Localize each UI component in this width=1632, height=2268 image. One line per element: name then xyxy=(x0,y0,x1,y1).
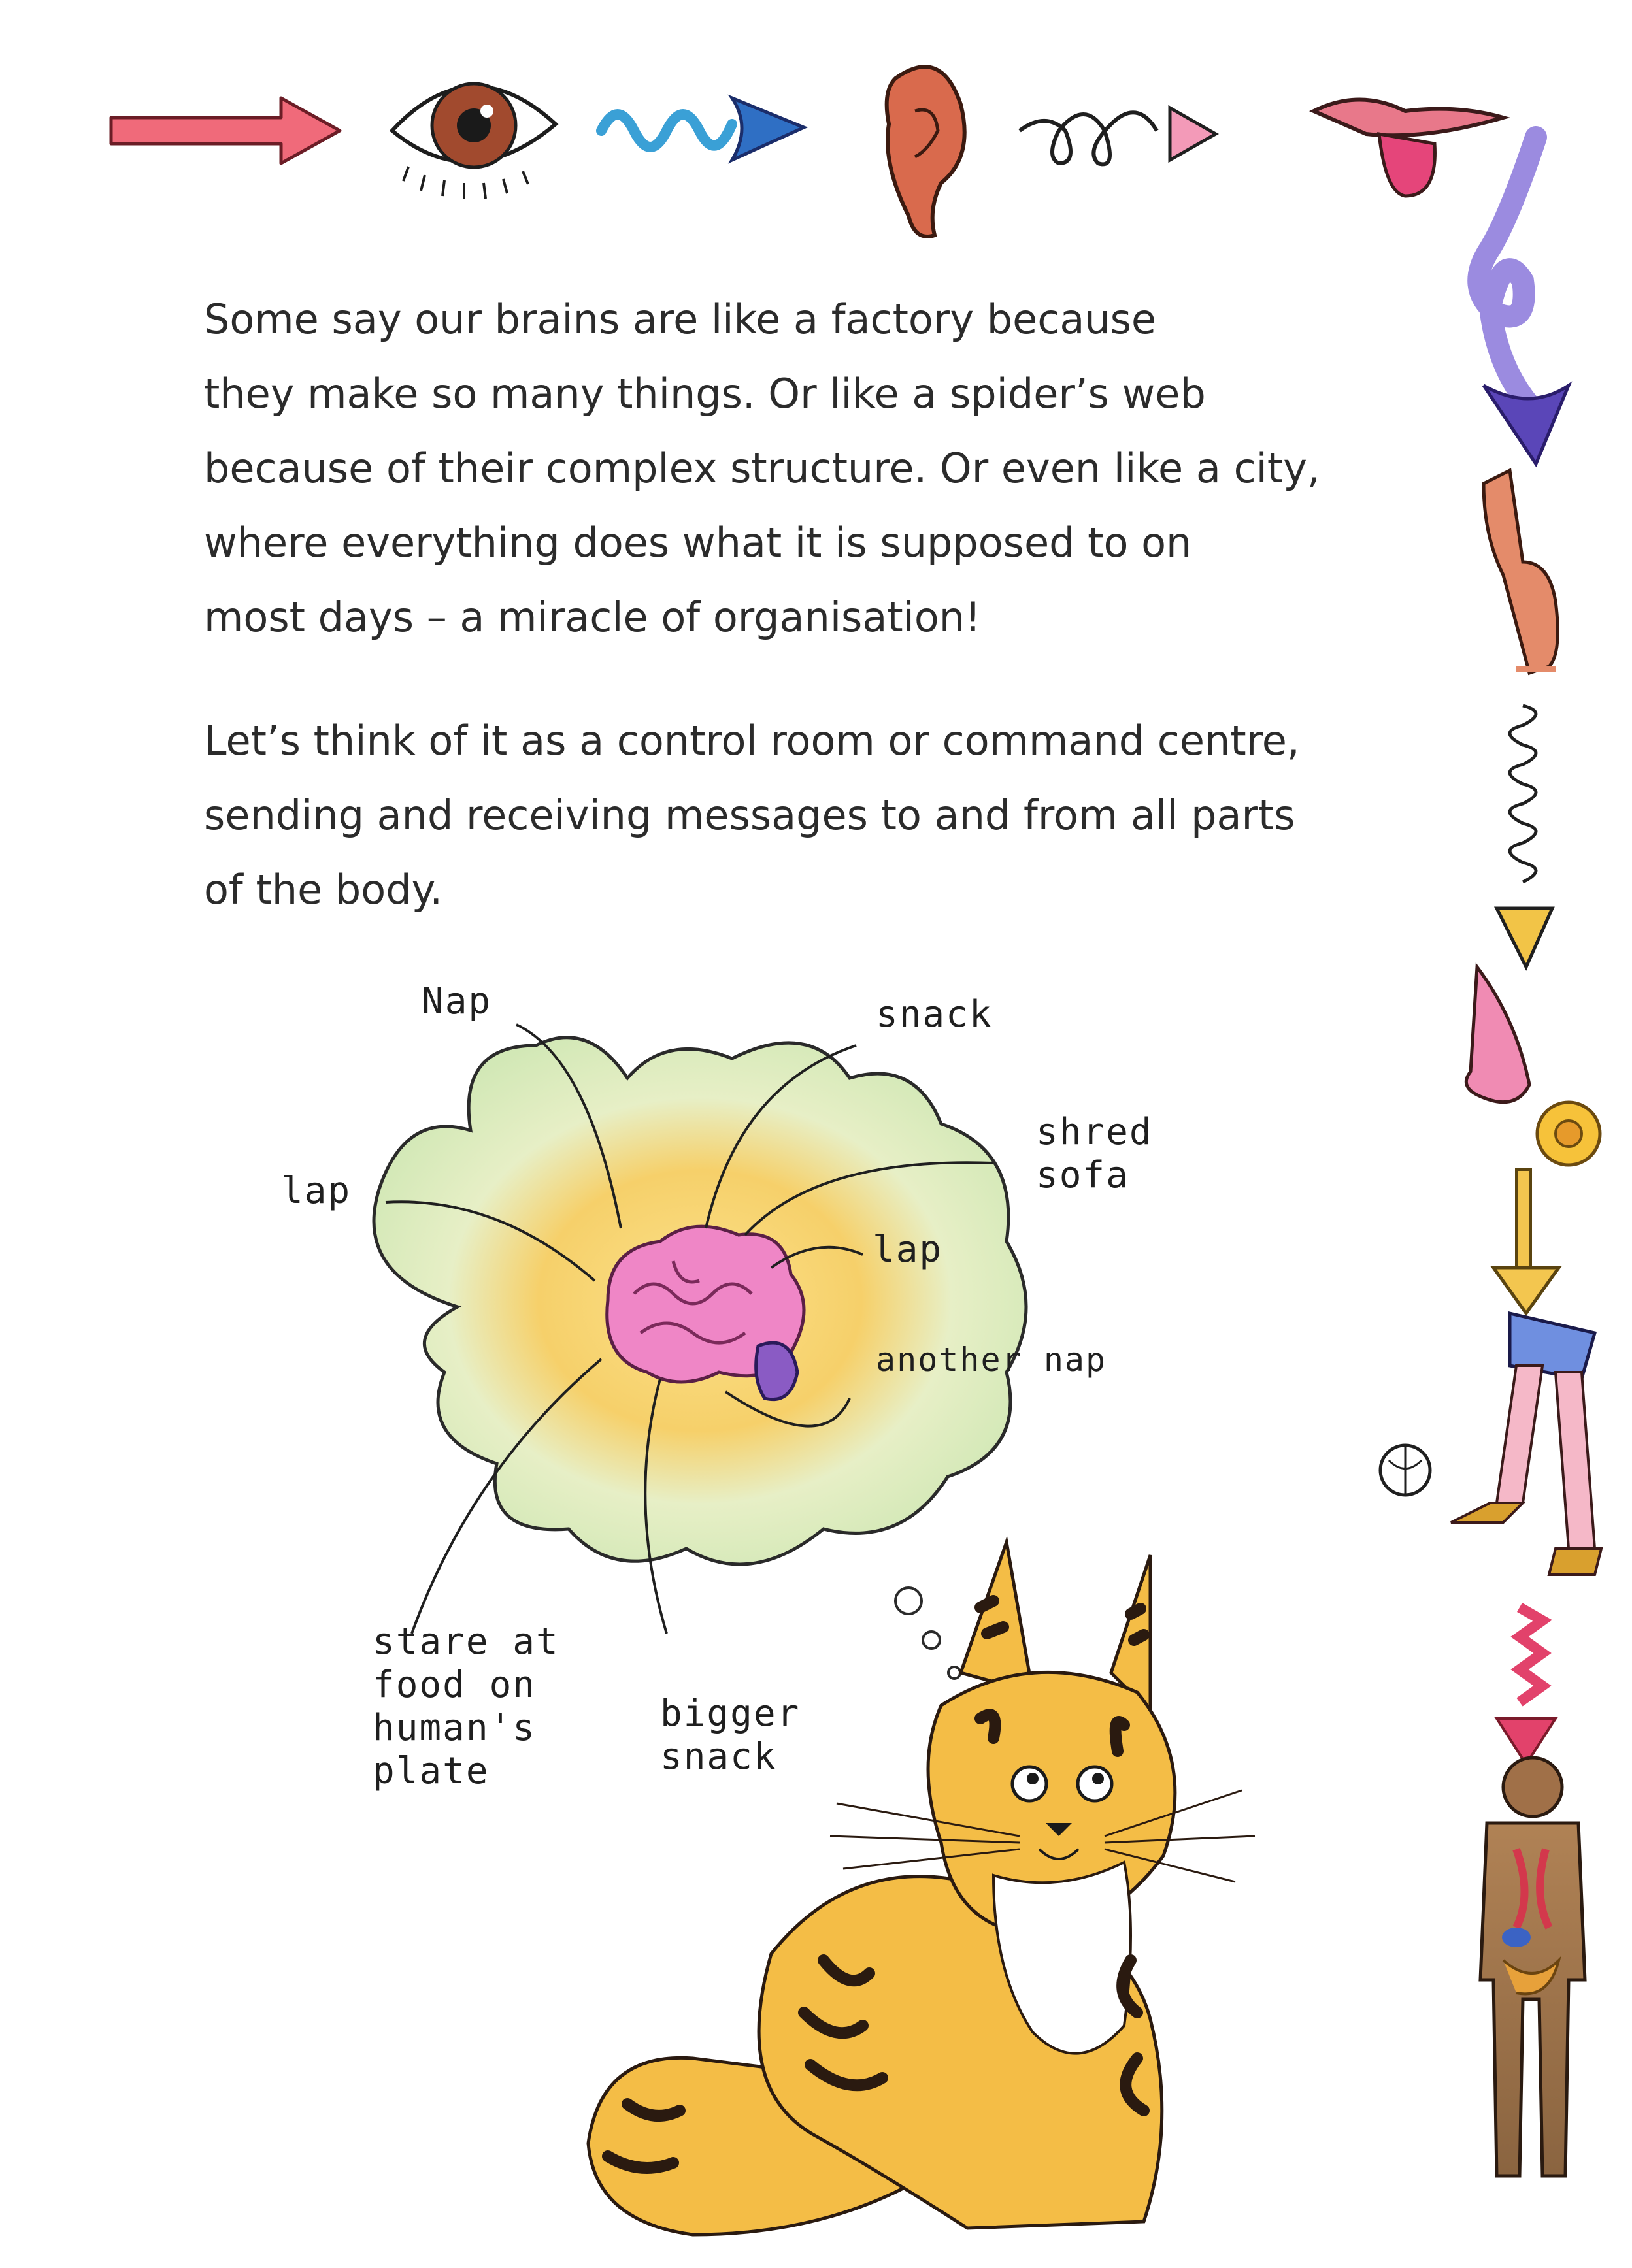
label-lap-left xyxy=(281,1170,351,1213)
pointing-hand-icon xyxy=(1484,470,1557,673)
label-text: snack xyxy=(876,993,993,1036)
squiggle-arrow-icon xyxy=(1020,108,1216,164)
label-text: stare at xyxy=(373,1620,559,1663)
label-text: lap xyxy=(873,1228,943,1271)
paragraph-line: of the body. xyxy=(204,866,443,913)
label-text: Nap xyxy=(422,980,492,1023)
label-nap xyxy=(422,980,491,1023)
label-text: another nap xyxy=(876,1341,1107,1379)
paragraph-line: most days – a miracle of organisation! xyxy=(204,593,981,641)
label-shred-sofa xyxy=(1036,1111,1153,1197)
label-text: lap xyxy=(281,1170,352,1212)
label-lap-right xyxy=(873,1228,942,1272)
wave-arrow-icon xyxy=(601,98,804,160)
intro-paragraph xyxy=(204,282,1393,655)
zigzag-arrow-icon xyxy=(1497,1607,1556,1764)
paragraph-line: Let’s think of it as a control room or command centre, xyxy=(204,717,1300,764)
paragraph-line: sending and receiving messages to and from all parts xyxy=(204,791,1295,839)
label-text: sofa xyxy=(1036,1154,1129,1196)
label-snack xyxy=(876,993,993,1036)
arrow-icon xyxy=(111,98,340,163)
label-text: bigger xyxy=(660,1692,801,1735)
label-bigger-snack xyxy=(660,1692,800,1779)
label-text: human's xyxy=(373,1707,537,1749)
ear-icon xyxy=(887,67,965,237)
label-text: shred xyxy=(1036,1111,1153,1153)
label-stare-at-food xyxy=(373,1620,559,1793)
down-arrow-icon xyxy=(1493,1170,1559,1313)
paragraph-line: they make so many things. Or like a spider’s web xyxy=(204,370,1206,418)
label-another-nap xyxy=(876,1338,1107,1381)
label-text: plate xyxy=(373,1750,490,1792)
nose-flower-icon xyxy=(1466,967,1600,1165)
curly-arrow-icon xyxy=(1478,137,1569,464)
label-text: food on xyxy=(373,1664,537,1706)
cat-illustration xyxy=(588,1542,1255,2235)
spring-arrow-icon xyxy=(1497,706,1552,967)
paragraph-line: where everything does what it is supposed to on xyxy=(204,519,1192,567)
paragraph-line: because of their complex structure. Or even like a city, xyxy=(204,444,1320,492)
control-room-paragraph xyxy=(204,704,1393,927)
human-body-icon xyxy=(1480,1758,1585,2176)
kicking-leg-icon xyxy=(1380,1313,1601,1575)
eye-icon xyxy=(392,84,556,199)
mouth-icon xyxy=(1314,100,1503,197)
label-text: snack xyxy=(660,1735,777,1778)
paragraph-line: Some say our brains are like a factory because xyxy=(204,295,1157,343)
